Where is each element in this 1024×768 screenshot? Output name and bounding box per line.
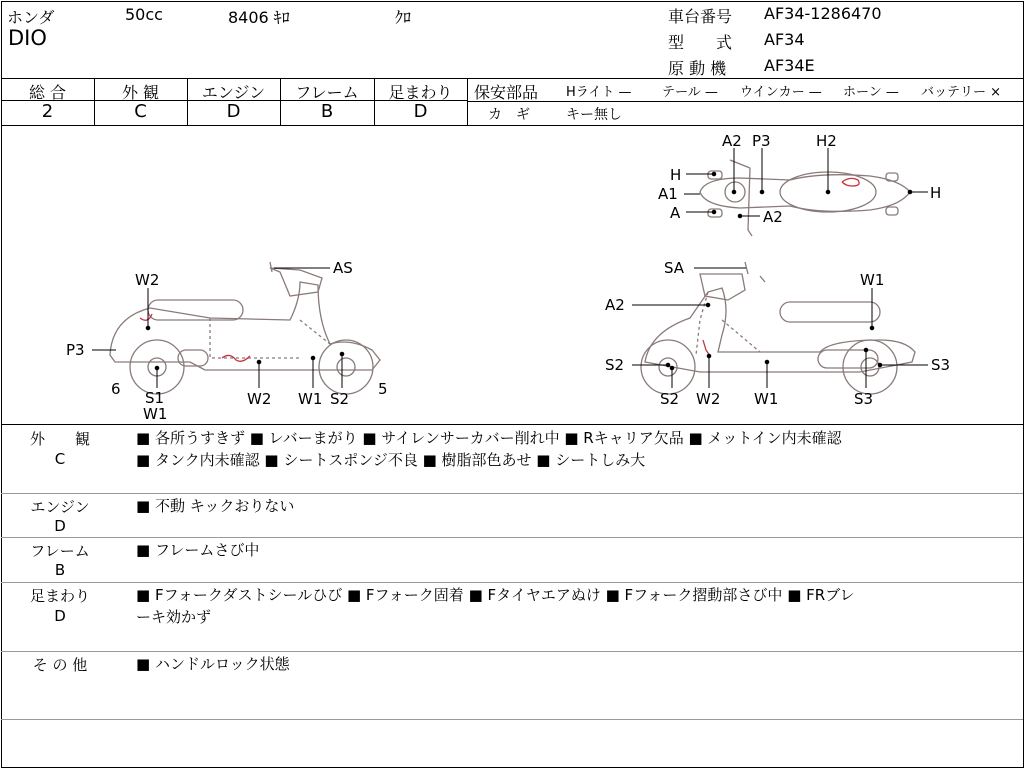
grade-overall: 2 [41, 101, 54, 122]
safety-turn-signal: ウインカー — [740, 85, 822, 100]
section-frame-line1: ■ フレームさび中 [136, 541, 260, 559]
label-s2-right: S2 [605, 356, 625, 374]
rule-after-engine [1, 537, 1023, 538]
rule-key-top [467, 101, 1023, 102]
section-suspension-line2: ーキ効かず [136, 608, 212, 626]
grade-suspension: D [413, 101, 428, 122]
grade-header-exterior: 外 観 [121, 83, 160, 102]
label-s2-right-bottom: S2 [660, 390, 680, 408]
engine-label: 原 動 機 [668, 59, 727, 78]
safety-taillight: テール — [662, 85, 718, 100]
grade-header-overall: 総 合 [28, 83, 67, 102]
label-h2: H2 [816, 132, 837, 150]
label-5: 5 [378, 380, 388, 398]
grade-frame: B [320, 101, 334, 122]
label-s1: S1 [145, 389, 165, 407]
label-sa: SA [664, 259, 685, 277]
section-suspension-line1: ■ Fフォークダストシールひび ■ Fフォーク固着 ■ Fタイヤエアぬけ ■ Fフォーク摺動部さび中 ■ FRブレ [136, 586, 855, 604]
label-s2-left: S2 [330, 390, 350, 408]
label-a: A [670, 204, 681, 222]
safety-headlight: Hライト — [566, 85, 632, 100]
frame-no: AF34-1286470 [764, 4, 882, 23]
section-exterior-label: 外 観 [29, 430, 90, 448]
frame-no-label: 車台番号 [668, 7, 733, 26]
rule-after-frame [1, 582, 1023, 583]
safety-battery: バッテリー × [921, 85, 1002, 100]
section-frame-grade: B [54, 561, 66, 579]
label-a2-top: A2 [722, 132, 742, 150]
label-s3-right-bottom: S3 [854, 390, 874, 408]
grade-exterior: C [134, 101, 147, 122]
section-engine-label: エンジン [30, 498, 90, 516]
section-engine-grade: D [54, 517, 66, 535]
section-other-label: そ の 他 [32, 656, 88, 674]
key-label: カ ギ [488, 107, 530, 123]
section-frame-label: フレーム [30, 542, 90, 560]
section-suspension-label: 足まわり [29, 587, 90, 605]
label-w1-right-bottom: W1 [754, 390, 779, 408]
rule-notes-top [1, 424, 1023, 425]
type-label: 型 式 [668, 33, 733, 52]
label-w2-left-bottom: W2 [247, 390, 272, 408]
label-a2-top-bottom: A2 [763, 208, 783, 226]
type-value: AF34 [764, 30, 805, 49]
label-w1-right: W1 [860, 271, 885, 289]
label-a1: A1 [658, 185, 678, 203]
displacement: 50cc [125, 5, 163, 24]
label-w1-under-s1: W1 [143, 405, 168, 423]
grade-header-engine: エンジン [201, 83, 266, 102]
rule-after-suspension [1, 651, 1023, 652]
key-value: キー無し [566, 107, 622, 123]
safety-label: 保安部品 [474, 83, 539, 102]
label-6: 6 [111, 380, 121, 398]
mileage: 8406 ｷﾛ [228, 8, 290, 27]
label-h-top-right: H [930, 184, 942, 202]
grade-header-suspension: 足まわり [388, 83, 453, 102]
label-p3-top: P3 [752, 132, 771, 150]
label-p3-left: P3 [66, 341, 85, 359]
label-s3-right: S3 [931, 356, 951, 374]
model-name: DIO [8, 26, 47, 50]
grade-engine: D [226, 101, 241, 122]
section-other-line1: ■ ハンドルロック状態 [136, 655, 290, 673]
engine-value: AF34E [764, 56, 815, 75]
rule-top [1, 78, 1023, 79]
safety-horn: ホーン — [843, 85, 899, 100]
maker: ホンダ [7, 8, 55, 27]
col-divider [467, 78, 468, 125]
section-suspension-grade: D [54, 607, 66, 625]
color: ｸﾛ [395, 8, 412, 27]
section-exterior-grade: C [54, 450, 66, 468]
rule-after-exterior [1, 493, 1023, 494]
label-w2-right-bottom: W2 [696, 390, 721, 408]
section-exterior-line1: ■ 各所うすきず ■ レバーまがり ■ サイレンサーカバー削れ中 ■ Rキャリア欠品 ■ メットイン内未確認 [136, 429, 842, 447]
section-engine-line1: ■ 不動 キックおりない [136, 497, 295, 515]
label-w2-left: W2 [135, 271, 160, 289]
label-a2-right: A2 [605, 296, 625, 314]
label-h-top-left: H [670, 166, 682, 184]
section-exterior-line2: ■ タンク内未確認 ■ シートスポンジ不良 ■ 樹脂部色あせ ■ シートしみ大 [136, 451, 646, 469]
label-w1-left-bottom: W1 [298, 390, 323, 408]
rule-after-other [1, 719, 1023, 720]
grade-header-frame: フレーム [295, 83, 359, 102]
label-as: AS [333, 259, 353, 277]
damage-diagram [0, 126, 1024, 426]
